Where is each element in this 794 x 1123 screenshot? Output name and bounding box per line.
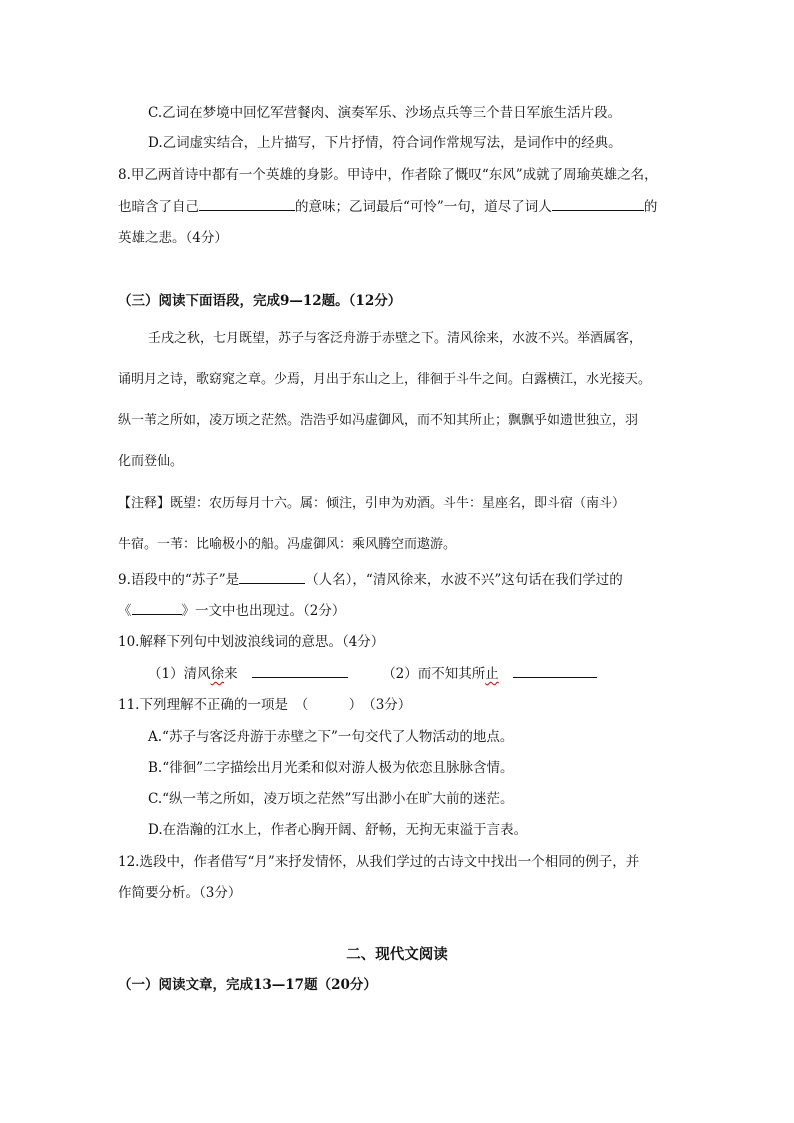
q11-option-d: D.在浩瀚的江水上，作者心胸开阔、舒畅，无拘无束溢于言表。 (148, 822, 528, 838)
q9-text-a: 9.语段中的“苏子”是 (118, 572, 240, 588)
q9-text-c: 《 (118, 603, 132, 619)
q8-line3: 英雄之悲。（4分） (118, 230, 228, 246)
q9-text-b: （人名），“清风徐来，水波不兴”这句话在我们学过的 (305, 572, 623, 588)
q10-item1-pre: （1）清风 (148, 666, 211, 682)
q8-line1: 8.甲乙两首诗中都有一个英雄的身影。甲诗中，作者除了慨叹“东风”成就了周瑜英雄之名， (118, 167, 658, 183)
q9-text-d: 》一文中也出现过。（2分） (181, 603, 346, 619)
passage-line-2: 诵明月之诗，歌窈窕之章。少焉，月出于东山之上，徘徊于斗牛之间。白露横江，水光接天。 (118, 372, 652, 387)
passage-line-1: 壬戌之秋，七月既望，苏子与客泛舟游于赤壁之下。清风徐来，水波不兴。举酒属客， (148, 331, 643, 346)
q8-line2 (118, 198, 657, 216)
q10-item2-word: 止 (485, 666, 499, 682)
q8-text-b: 的意味；乙词最后“可怜”一句，道尽了词人 (295, 199, 552, 215)
q10-blank-1[interactable] (252, 665, 348, 678)
q8-blank-2[interactable] (552, 198, 644, 211)
note-line-1: 【注释】既望：农历每月十六。属：倾注，引申为劝酒。斗牛：星座名，即斗宿（南斗） (118, 496, 626, 511)
q11-option-a: A.“苏子与客泛舟游于赤壁之下”一句交代了人物活动的地点。 (148, 729, 514, 745)
part2-heading: 二、现代文阅读 (346, 946, 448, 963)
q9-blank-1[interactable] (239, 571, 305, 584)
q7-option-d: D.乙词虚实结合，上片描写，下片抒情，符合词作常规写法，是词作中的经典。 (148, 135, 622, 151)
passage-line-3: 纵一苇之所如，凌万顷之茫然。浩浩乎如冯虚御风，而不知其所止；飘飘乎如遗世独立，羽 (118, 413, 639, 428)
q8-text-c: 的 (643, 199, 658, 215)
q10-blank-2[interactable] (513, 665, 597, 678)
q9-line2 (118, 602, 345, 620)
section3-heading: （三）阅读下面语段，完成9—12题。（12分） (118, 293, 402, 309)
note-line-2: 牛宿。一苇：比喻极小的船。冯虚御风：乘风腾空而遨游。 (118, 537, 457, 552)
part2-subheading: （一）阅读文章，完成13—17题（20分） (118, 977, 377, 993)
q10-items (148, 665, 597, 683)
q11-stem: 11.下列理解不正确的一项是 （ ） （3分） (118, 697, 412, 713)
q12-line1: 12.选段中，作者借写“月”来抒发情怀，从我们学过的古诗文中找出一个相同的例子，并 (118, 854, 640, 870)
passage-line-4: 化而登仙。 (118, 454, 184, 469)
q9-line1 (118, 571, 623, 589)
q11-option-b: B.“徘徊”二字描绘出月光柔和似对游人极为依恋且脉脉含情。 (148, 760, 514, 776)
q7-option-c: C.乙词在梦境中回忆军营餐肉、演奏军乐、沙场点兵等三个昔日军旅生活片段。 (148, 105, 622, 121)
q9-blank-2[interactable] (132, 602, 182, 615)
q10-stem: 10.解释下列句中划波浪线词的意思。（4分） (118, 634, 385, 650)
q10-item1-post: 来 (224, 666, 238, 682)
q10-item1-word: 徐 (210, 666, 225, 682)
q8-text-a: 也暗含了自己 (118, 199, 199, 215)
q12-line2: 作简要分析。（3分） (118, 885, 242, 901)
q10-item2-pre: （2）而不知其所 (382, 666, 486, 682)
q8-blank-1[interactable] (199, 198, 295, 211)
q11-option-c: C.“纵一苇之所如，凌万顷之茫然”写出渺小在旷大前的迷茫。 (148, 791, 514, 807)
